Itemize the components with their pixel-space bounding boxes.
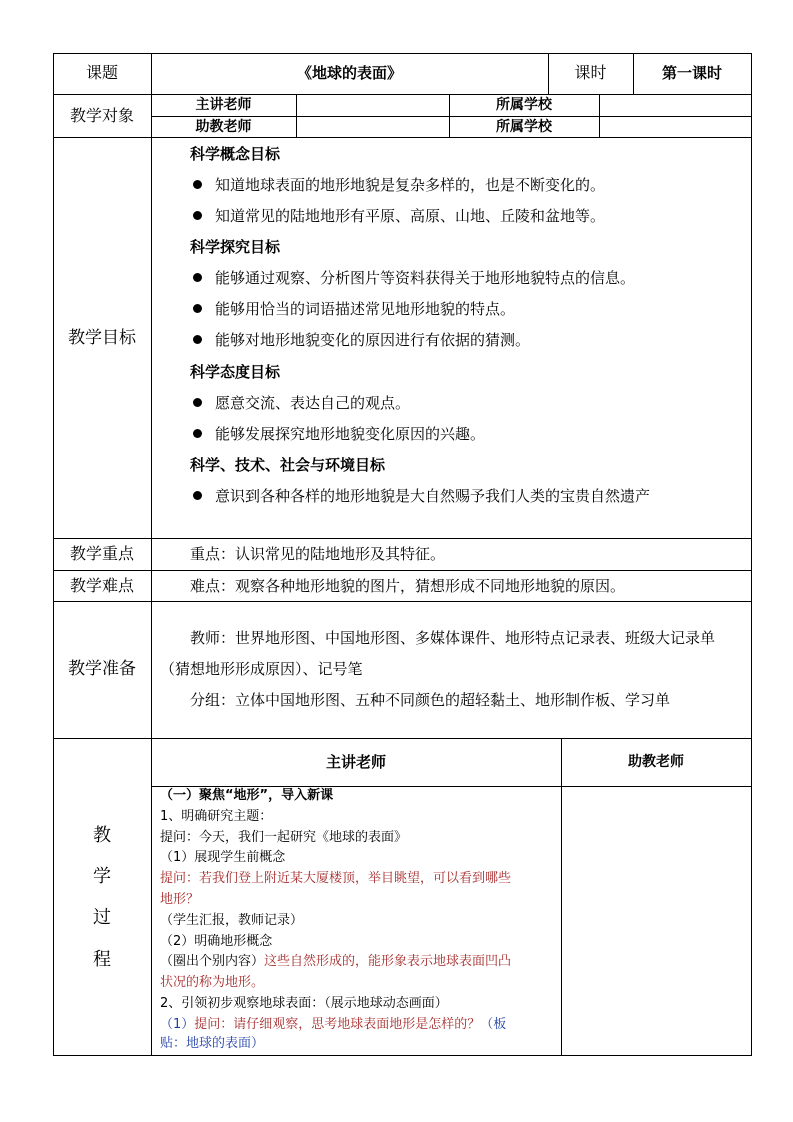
process-main-teacher-header: 主讲老师 [325, 753, 386, 771]
process-line: （学生汇报，教师记录） [160, 913, 304, 928]
objective-section-title: 科学、技术、社会与环境目标 [190, 456, 386, 474]
bullet-icon [193, 491, 202, 500]
process-line-emphasis: 这些自然形成的，能形象表示地球表面凹凸 [264, 954, 512, 969]
objective-item: 能够发展探究地形地貌变化原因的兴趣。 [215, 425, 486, 443]
objectives-label: 教学目标 [68, 328, 136, 348]
key-point-text: 重点：认识常见的陆地地形及其特征。 [190, 545, 446, 563]
audience-label: 教学对象 [69, 106, 134, 125]
preparation-teacher-line1: 教师：世界地形图、中国地形图、多媒体课件、地形特点记录表、班级大记录单 [190, 629, 716, 647]
school-label-1: 所属学校 [496, 97, 552, 113]
process-line: （一）聚焦“地形”，导入新课 [160, 788, 334, 803]
process-line-suffix: （板 [480, 1017, 507, 1032]
process-line-emphasis: 提问：请仔细观察，思考地球表面地形是怎样的？ [194, 1017, 481, 1032]
preparation-group-line: 分组：立体中国地形图、五种不同颜色的超轻黏土、地形制作板、学习单 [190, 691, 671, 709]
process-label-char: 过 [93, 907, 111, 928]
process-line: （2）明确地形概念 [160, 934, 273, 949]
process-line: 状况的称为地形。 [160, 975, 265, 990]
process-line: 提问：若我们登上附近某大厦楼顶，举目眺望，可以看到哪些 [160, 871, 512, 886]
objective-section-title: 科学探究目标 [190, 238, 281, 256]
process-line-prefix: （圈出个别内容） [160, 954, 265, 969]
objective-section-title: 科学概念目标 [190, 145, 281, 163]
objective-item: 意识到各种各样的地形地貌是大自然赐予我们人类的宝贵自然遗产 [215, 487, 651, 505]
main-teacher-label: 主讲老师 [195, 97, 252, 113]
bullet-icon [193, 180, 202, 189]
process-line: （1）展现学生前概念 [160, 850, 286, 865]
objective-item: 愿意交流、表达自己的观点。 [215, 394, 411, 412]
period-label: 课时 [574, 63, 607, 82]
bullet-icon [193, 398, 202, 407]
objective-section-title: 科学态度目标 [190, 363, 281, 381]
bullet-icon [193, 304, 202, 313]
process-assistant-header: 助教老师 [628, 754, 684, 770]
preparation-teacher-line2: （猜想地形形成原因）、记号笔 [160, 660, 363, 678]
process-line: 提问：今天，我们一起研究《地球的表面》 [160, 830, 408, 845]
objective-item: 能够通过观察、分析图片等资料获得关于地形地貌特点的信息。 [215, 269, 636, 287]
assistant-teacher-label: 助教老师 [195, 119, 252, 135]
objective-item: 能够用恰当的词语描述常见地形地貌的特点。 [215, 300, 516, 318]
bullet-icon [193, 211, 202, 220]
process-label-char: 学 [93, 866, 111, 887]
objective-item: 知道常见的陆地地形有平原、高原、山地、丘陵和盆地等。 [215, 207, 606, 225]
difficulty-label: 教学难点 [69, 576, 134, 595]
process-line: 1、明确研究主题： [160, 809, 273, 824]
key-point-label: 教学重点 [69, 544, 134, 563]
process-line: 地形？ [160, 892, 200, 907]
topic-value: 《地球的表面》 [296, 64, 402, 82]
process-line: 贴：地球的表面） [160, 1036, 265, 1051]
process-label-char: 教 [93, 825, 111, 846]
period-value: 第一课时 [661, 64, 722, 82]
difficulty-text: 难点：观察各种地形地貌的图片，猜想形成不同地形地貌的原因。 [190, 577, 626, 595]
school-label-2: 所属学校 [496, 119, 552, 135]
process-line [160, 1015, 506, 1036]
process-line: 2、引领初步观察地球表面：（展示地球动态画面） [160, 996, 448, 1011]
bullet-icon [193, 335, 202, 344]
process-label-char: 程 [93, 949, 111, 970]
process-line-prefix: （1） [160, 1017, 195, 1032]
topic-label: 课题 [85, 63, 118, 82]
bullet-icon [193, 429, 202, 438]
objective-item: 能够对地形地貌变化的原因进行有依据的猜测。 [215, 331, 531, 349]
preparation-label: 教学准备 [68, 659, 136, 679]
objective-item: 知道地球表面的地形地貌是复杂多样的，也是不断变化的。 [215, 176, 606, 194]
bullet-icon [193, 273, 202, 282]
process-line [160, 952, 511, 973]
